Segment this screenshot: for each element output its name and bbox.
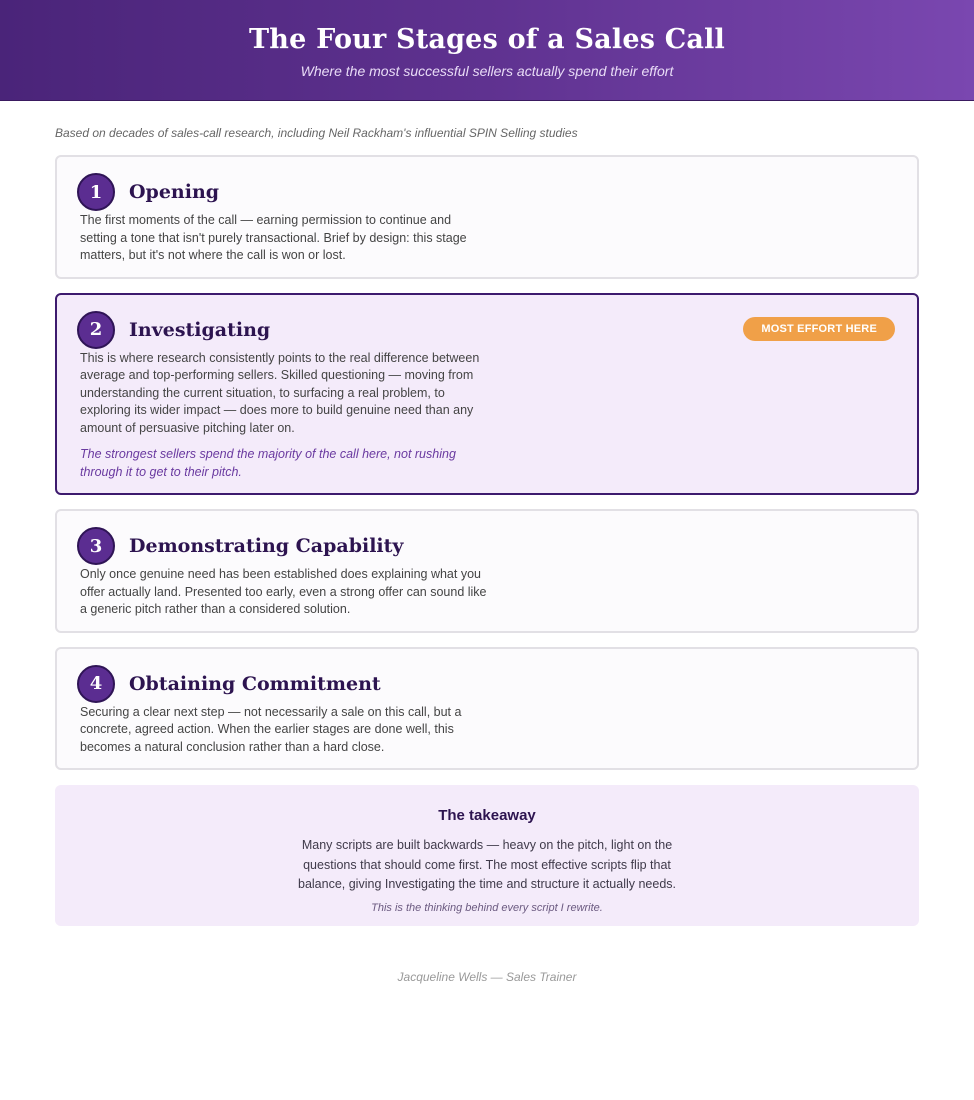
stage-description: Securing a clear next step — not necessarily a sale on this call, but a concrete, agreed action. When the earlier stages are done well, this becomes a natural conclusion rather than a hard close. xyxy=(80,704,462,754)
stage-card-opening xyxy=(55,155,919,279)
stage-title: Opening xyxy=(129,181,220,203)
takeaway-body: Many scripts are built backwards — heavy on the pitch, light on the questions that should come first. The most effective scripts flip that balance, giving Investigating the time and structure it actually needs. xyxy=(298,838,676,891)
takeaway-title: The takeaway xyxy=(438,807,536,824)
intro-text: Based on decades of sales-call research, including Neil Rackham's influential SPIN Selling studies xyxy=(55,126,578,140)
footer-credit: Jacqueline Wells — Sales Trainer xyxy=(397,970,577,984)
stage-description: This is where research consistently points to the real difference between average and top-performing sellers. Skilled questioning — moving from understanding the current situation, to surfacing a real problem, to exploring its wider impact — does more to build genuine need than any amount of persuasive pitching later on. xyxy=(80,350,480,435)
stage-card-investigating xyxy=(55,293,919,496)
stage-title: Demonstrating Capability xyxy=(129,535,404,557)
stage-title: Investigating xyxy=(129,318,271,341)
stage-description: The first moments of the call — earning permission to continue and setting a tone that isn't purely transactional. Brief by design: this stage matters, but it's not where the call is won or lost. xyxy=(80,213,467,262)
stage-note: The strongest sellers spend the majority of the call here, not rushing through it to get to their pitch. xyxy=(80,447,456,479)
stage-number-badge: 2 xyxy=(77,311,115,349)
stage-description: Only once genuine need has been established does explaining what you offer actually land. Presented too early, even a strong offer can sound like a generic pitch rather than a considered solution. xyxy=(80,567,487,616)
takeaway-panel xyxy=(55,785,919,926)
stage-card-demonstrating xyxy=(55,509,919,633)
main-content xyxy=(0,126,974,984)
page-header xyxy=(0,0,974,101)
stage-title: Obtaining Commitment xyxy=(129,672,381,695)
stage-card-commitment xyxy=(55,647,919,771)
page-title: The Four Stages of a Sales Call xyxy=(248,24,726,55)
stage-number-badge: 1 xyxy=(77,173,115,211)
takeaway-note: This is the thinking behind every script I rewrite. xyxy=(371,901,603,914)
most-effort-badge: MOST EFFORT HERE xyxy=(743,317,895,341)
stage-header xyxy=(77,665,895,703)
page-subtitle: Where the most successful sellers actually spend their effort xyxy=(300,63,674,79)
stage-header xyxy=(77,173,895,211)
stage-number-badge: 4 xyxy=(77,665,115,703)
stage-header xyxy=(77,527,895,565)
stage-number-badge: 3 xyxy=(77,527,115,565)
